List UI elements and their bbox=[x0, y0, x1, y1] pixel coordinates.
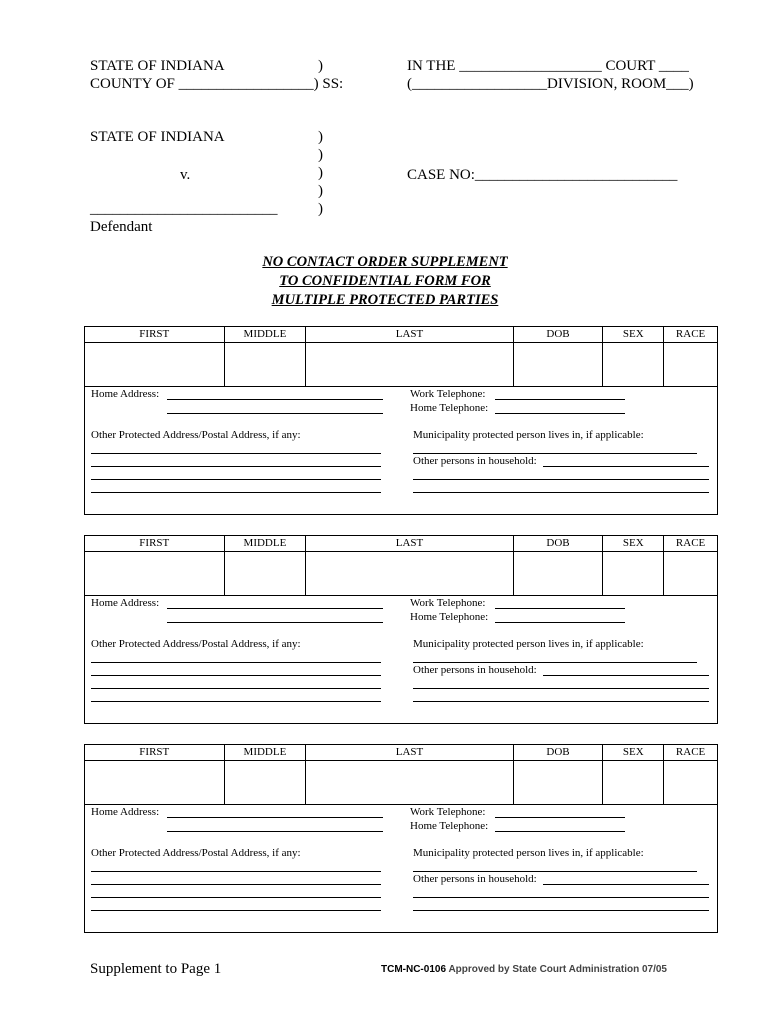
party-name-fields bbox=[85, 761, 717, 805]
fill-in-line[interactable] bbox=[167, 608, 383, 609]
fill-in-line[interactable] bbox=[413, 662, 697, 663]
fill-in-line[interactable] bbox=[543, 884, 709, 885]
party-field-cell[interactable] bbox=[225, 343, 307, 386]
other-address-label: Other Protected Address/Postal Address, if any: bbox=[91, 429, 301, 441]
protected-party-block bbox=[84, 744, 718, 933]
other-address-label: Other Protected Address/Postal Address, if any: bbox=[91, 638, 301, 650]
municipality-label: Municipality protected person lives in, if applicable: bbox=[413, 429, 644, 441]
party-column-headers bbox=[85, 327, 717, 343]
municipality-label: Municipality protected person lives in, if applicable: bbox=[413, 638, 644, 650]
party-field-cell[interactable] bbox=[85, 761, 225, 804]
column-header: FIRST bbox=[85, 536, 225, 551]
fill-in-line[interactable] bbox=[413, 897, 709, 898]
fill-in-line[interactable] bbox=[413, 871, 697, 872]
home-address-label: Home Address: bbox=[91, 597, 160, 609]
work-telephone-label: Work Telephone: bbox=[410, 597, 486, 609]
fill-in-line[interactable] bbox=[167, 622, 383, 623]
party-field-cell[interactable] bbox=[306, 552, 513, 595]
caption-paren: ) bbox=[318, 147, 323, 163]
column-header: SEX bbox=[603, 745, 664, 760]
column-header: MIDDLE bbox=[225, 745, 307, 760]
fill-in-line[interactable] bbox=[91, 479, 381, 480]
fill-in-line[interactable] bbox=[543, 466, 709, 467]
column-header: RACE bbox=[675, 746, 706, 758]
caption-paren: ) bbox=[318, 58, 323, 74]
column-header: DOB bbox=[514, 745, 604, 760]
fill-in-line[interactable] bbox=[167, 817, 383, 818]
work-telephone-label: Work Telephone: bbox=[410, 388, 486, 400]
caption-paren: ) bbox=[318, 183, 323, 199]
fill-in-line[interactable] bbox=[91, 492, 381, 493]
party-field-cell[interactable] bbox=[225, 761, 307, 804]
home-address-label: Home Address: bbox=[91, 806, 160, 818]
party-field-cell[interactable] bbox=[664, 761, 717, 804]
column-header: FIRST bbox=[85, 745, 225, 760]
fill-in-line[interactable] bbox=[413, 479, 709, 480]
party-column-headers bbox=[85, 536, 717, 552]
column-header: DOB bbox=[514, 327, 604, 342]
fill-in-line[interactable] bbox=[91, 701, 381, 702]
fill-in-line[interactable] bbox=[495, 622, 625, 623]
fill-in-line[interactable] bbox=[167, 399, 383, 400]
party-field-cell[interactable] bbox=[514, 343, 604, 386]
party-field-cell[interactable] bbox=[85, 343, 225, 386]
footer-supplement-label: Supplement to Page 1 bbox=[90, 961, 222, 977]
fill-in-line[interactable] bbox=[167, 831, 383, 832]
case-number-line: CASE NO:___________________________ bbox=[407, 167, 678, 183]
party-name-fields bbox=[85, 343, 717, 387]
court-line: IN THE ___________________ COURT ____ bbox=[407, 58, 689, 74]
column-header: SEX bbox=[603, 536, 664, 551]
fill-in-line[interactable] bbox=[91, 910, 381, 911]
other-persons-label: Other persons in household: bbox=[413, 664, 537, 676]
fill-in-line[interactable] bbox=[413, 701, 709, 702]
municipality-label: Municipality protected person lives in, if applicable: bbox=[413, 847, 644, 859]
fill-in-line[interactable] bbox=[495, 817, 625, 818]
column-header: LAST bbox=[306, 536, 513, 551]
party-field-cell[interactable] bbox=[514, 761, 604, 804]
fill-in-line[interactable] bbox=[413, 492, 709, 493]
fill-in-line[interactable] bbox=[413, 688, 709, 689]
other-persons-label: Other persons in household: bbox=[413, 873, 537, 885]
party-field-cell[interactable] bbox=[603, 761, 664, 804]
column-header: MIDDLE bbox=[225, 536, 307, 551]
party-field-cell[interactable] bbox=[306, 761, 513, 804]
column-header: RACE bbox=[675, 537, 706, 549]
protected-party-block bbox=[84, 326, 718, 515]
party-column-headers bbox=[85, 745, 717, 761]
column-header: SEX bbox=[603, 327, 664, 342]
form-id: TCM-NC-0106 bbox=[381, 964, 447, 975]
party-field-cell[interactable] bbox=[85, 552, 225, 595]
column-header: DOB bbox=[514, 536, 604, 551]
fill-in-line[interactable] bbox=[543, 675, 709, 676]
fill-in-line[interactable] bbox=[91, 662, 381, 663]
fill-in-line[interactable] bbox=[413, 910, 709, 911]
state-label: STATE OF INDIANA bbox=[90, 58, 225, 74]
form-title-line-2: TO CONFIDENTIAL FORM FOR bbox=[279, 273, 491, 289]
column-header: MIDDLE bbox=[225, 327, 307, 342]
home-telephone-label: Home Telephone: bbox=[410, 402, 489, 414]
fill-in-line[interactable] bbox=[91, 884, 381, 885]
versus-label: v. bbox=[180, 167, 191, 183]
fill-in-line[interactable] bbox=[167, 413, 383, 414]
party-field-cell[interactable] bbox=[225, 552, 307, 595]
party-field-cell[interactable] bbox=[664, 552, 717, 595]
party-field-cell[interactable] bbox=[603, 343, 664, 386]
fill-in-line[interactable] bbox=[91, 897, 381, 898]
column-header: LAST bbox=[306, 745, 513, 760]
caption-paren: ) bbox=[318, 165, 323, 181]
caption-paren: ) bbox=[318, 129, 323, 145]
column-header: RACE bbox=[675, 328, 706, 340]
party-field-cell[interactable] bbox=[603, 552, 664, 595]
party-name-fields bbox=[85, 552, 717, 596]
home-address-label: Home Address: bbox=[91, 388, 160, 400]
fill-in-line[interactable] bbox=[91, 688, 381, 689]
other-address-label: Other Protected Address/Postal Address, if any: bbox=[91, 847, 301, 859]
fill-in-line[interactable] bbox=[91, 871, 381, 872]
home-telephone-label: Home Telephone: bbox=[410, 820, 489, 832]
fill-in-line[interactable] bbox=[495, 608, 625, 609]
party-field-cell[interactable] bbox=[514, 552, 604, 595]
fill-in-line[interactable] bbox=[495, 831, 625, 832]
form-title-line-3: MULTIPLE PROTECTED PARTIES bbox=[271, 292, 499, 308]
home-telephone-label: Home Telephone: bbox=[410, 611, 489, 623]
protected-party-block bbox=[84, 535, 718, 724]
caption-paren: ) bbox=[318, 201, 323, 217]
fill-in-line[interactable] bbox=[91, 453, 381, 454]
column-header: FIRST bbox=[85, 327, 225, 342]
other-persons-label: Other persons in household: bbox=[413, 455, 537, 467]
approval-note: Approved by State Court Administration 07/05 bbox=[448, 964, 667, 975]
plaintiff-label: STATE OF INDIANA bbox=[90, 129, 225, 145]
party-field-cell[interactable] bbox=[664, 343, 717, 386]
fill-in-line[interactable] bbox=[413, 453, 697, 454]
fill-in-line[interactable] bbox=[495, 413, 625, 414]
form-title-line-1: NO CONTACT ORDER SUPPLEMENT bbox=[262, 254, 508, 270]
column-header: LAST bbox=[306, 327, 513, 342]
county-line: COUNTY OF __________________) SS: bbox=[90, 76, 344, 92]
division-line: (__________________DIVISION, ROOM___) bbox=[407, 76, 694, 92]
defendant-line: _________________________ bbox=[90, 201, 278, 217]
defendant-label: Defendant bbox=[90, 219, 153, 235]
fill-in-line[interactable] bbox=[91, 675, 381, 676]
fill-in-line[interactable] bbox=[91, 466, 381, 467]
party-field-cell[interactable] bbox=[306, 343, 513, 386]
footer-form-info bbox=[381, 964, 667, 975]
fill-in-line[interactable] bbox=[495, 399, 625, 400]
work-telephone-label: Work Telephone: bbox=[410, 806, 486, 818]
